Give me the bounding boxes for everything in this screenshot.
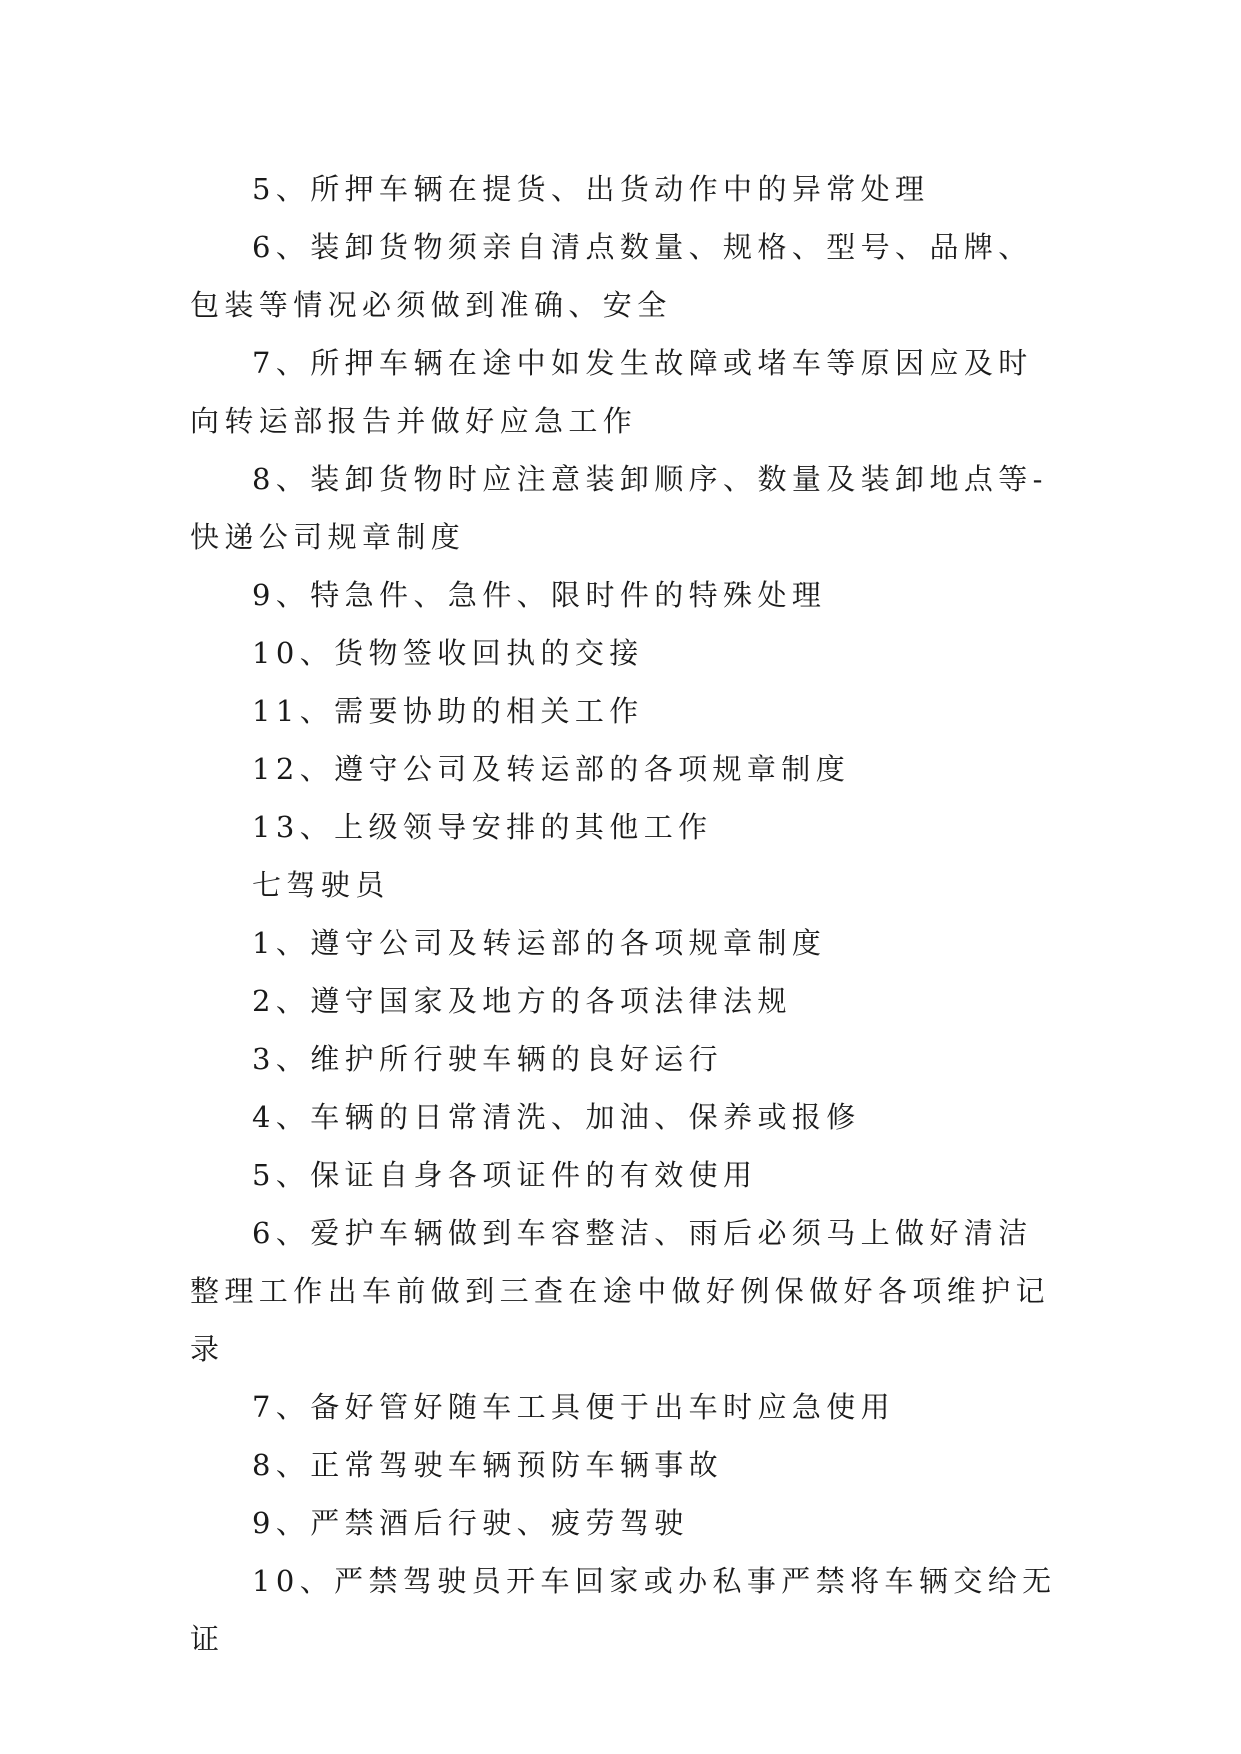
paragraph: 7、所押车辆在途中如发生故障或堵车等原因应及时向转运部报告并做好应急工作 xyxy=(190,346,1033,438)
paragraph: 10、货物签收回执的交接 xyxy=(252,636,644,670)
paragraph: 12、遵守公司及转运部的各项规章制度 xyxy=(252,752,851,786)
paragraph: 11、需要协助的相关工作 xyxy=(252,694,644,728)
section-heading: 七驾驶员 xyxy=(252,868,390,902)
paragraph: 13、上级领导安排的其他工作 xyxy=(252,810,713,844)
paragraph: 5、保证自身各项证件的有效使用 xyxy=(252,1158,758,1192)
paragraph: 3、维护所行驶车辆的良好运行 xyxy=(252,1042,724,1076)
paragraph: 8、正常驾驶车辆预防车辆事故 xyxy=(252,1448,724,1482)
paragraph: 9、特急件、急件、限时件的特殊处理 xyxy=(252,578,827,612)
document-body xyxy=(190,160,1060,1668)
paragraph: 2、遵守国家及地方的各项法律法规 xyxy=(252,984,792,1018)
paragraph: 8、装卸货物时应注意装卸顺序、数量及装卸地点等-快递公司规章制度 xyxy=(190,462,1048,554)
paragraph: 6、装卸货物须亲自清点数量、规格、型号、品牌、包装等情况必须做到准确、安全 xyxy=(190,230,1033,322)
paragraph: 4、车辆的日常清洗、加油、保养或报修 xyxy=(252,1100,861,1134)
paragraph: 6、爱护车辆做到车容整洁、雨后必须马上做好清洁整理工作出车前做到三查在途中做好例保做好各项维护记录 xyxy=(190,1216,1051,1366)
paragraph: 9、严禁酒后行驶、疲劳驾驶 xyxy=(252,1506,689,1540)
paragraph: 7、备好管好随车工具便于出车时应急使用 xyxy=(252,1390,896,1424)
paragraph: 1、遵守公司及转运部的各项规章制度 xyxy=(252,926,827,960)
paragraph: 10、严禁驾驶员开车回家或办私事严禁将车辆交给无证 xyxy=(190,1564,1057,1656)
paragraph: 5、所押车辆在提货、出货动作中的异常处理 xyxy=(252,172,930,206)
